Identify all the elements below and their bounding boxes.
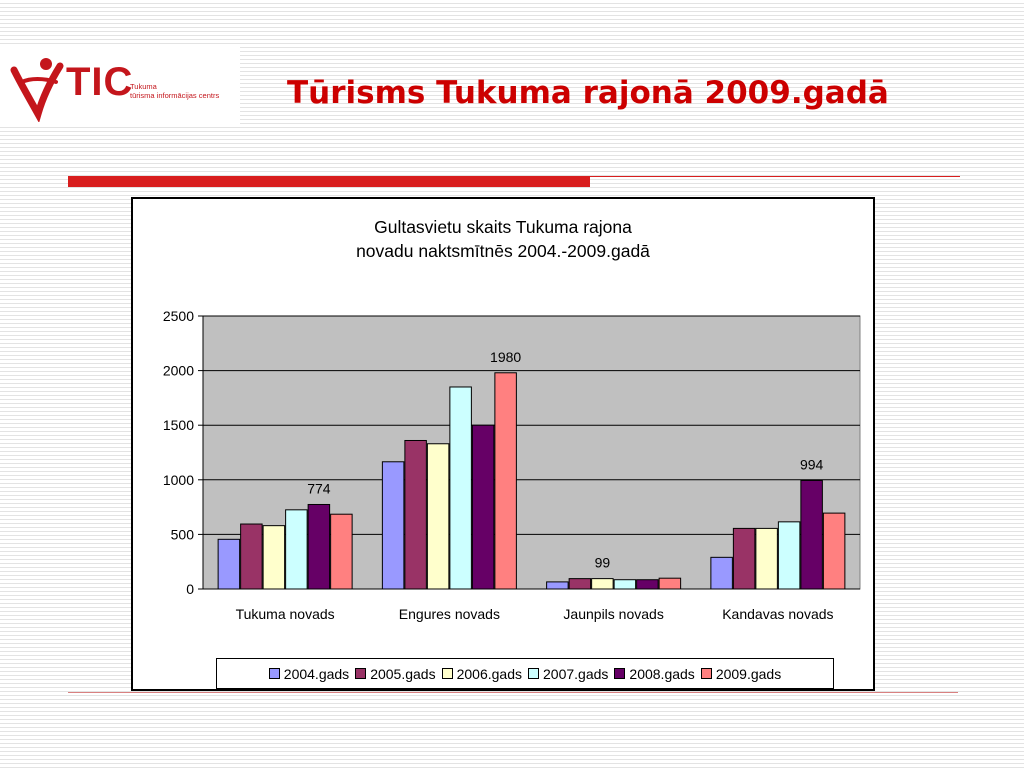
y-tick-label: 1500 (162, 417, 194, 434)
bar (450, 387, 472, 589)
legend-item (614, 666, 694, 682)
legend-swatch (528, 668, 539, 679)
bar (569, 579, 591, 589)
data-label: 994 (799, 456, 824, 473)
bar (614, 580, 636, 589)
legend-item (269, 666, 349, 682)
bar (427, 444, 449, 589)
y-tick-label: 0 (186, 581, 194, 597)
bar (659, 578, 681, 589)
bar (286, 510, 308, 589)
legend-item (701, 666, 781, 682)
y-tick-label: 1000 (162, 471, 194, 488)
tic-logo-figure-icon (8, 52, 68, 122)
bar (405, 440, 427, 589)
title-divider-line (590, 176, 960, 177)
data-label: 1980 (490, 348, 522, 365)
bar (547, 582, 569, 589)
legend-item (442, 666, 522, 682)
logo-subtitle-line1: Tukuma (130, 82, 157, 91)
bar (472, 425, 494, 589)
logo (0, 44, 240, 126)
bar (263, 526, 285, 589)
y-tick-label: 2500 (162, 308, 194, 324)
data-label: 99 (594, 554, 611, 571)
legend-swatch (701, 668, 712, 679)
bar (756, 528, 778, 589)
legend-label: 2005.gads (370, 665, 436, 682)
logo-subtitle-line2: tūrisma informācijas centrs (130, 91, 220, 100)
chart-frame (131, 197, 875, 691)
legend-label: 2009.gads (715, 665, 782, 682)
legend-label: 2006.gads (456, 665, 522, 682)
y-tick-label: 500 (170, 526, 194, 543)
bar (218, 539, 240, 589)
legend-swatch (442, 668, 453, 679)
bar (711, 557, 733, 589)
legend-label: 2007.gads (543, 665, 609, 682)
bar (733, 528, 755, 589)
x-tick-label: Kandavas novads (722, 606, 834, 622)
data-label: 774 (307, 480, 331, 497)
bar (801, 480, 823, 589)
x-tick-label: Jaunpils novads (563, 606, 664, 622)
bar (308, 504, 330, 589)
bar (592, 579, 614, 589)
logo-text: TIC (66, 60, 134, 104)
bar (637, 580, 659, 589)
legend-item (355, 666, 435, 682)
x-tick-label: Tukuma novads (235, 606, 335, 622)
bar (495, 373, 517, 589)
bar (823, 513, 845, 589)
bar (778, 522, 800, 589)
page-title: Tūrisms Tukuma rajonā 2009.gadā (287, 75, 889, 111)
chart-title-line1: Gultasvietu skaits Tukuma rajona (374, 217, 632, 237)
footer-divider-line (68, 692, 958, 693)
logo-subtitle (130, 82, 238, 100)
legend-swatch (614, 668, 625, 679)
legend-label: 2008.gads (629, 665, 695, 682)
legend-label: 2004.gads (283, 665, 350, 682)
chart-legend (216, 658, 834, 689)
title-divider-bar (68, 176, 590, 187)
chart-title-line2: novadu naktsmītnēs 2004.-2009.gadā (356, 241, 650, 261)
bar (331, 514, 353, 589)
x-tick-label: Engures novads (398, 606, 500, 622)
y-tick-label: 2000 (162, 362, 194, 379)
legend-item (528, 666, 608, 682)
bar (382, 462, 404, 589)
bar-chart (133, 199, 873, 659)
legend-swatch (355, 668, 366, 679)
legend-swatch (269, 668, 280, 679)
bar (241, 524, 263, 589)
